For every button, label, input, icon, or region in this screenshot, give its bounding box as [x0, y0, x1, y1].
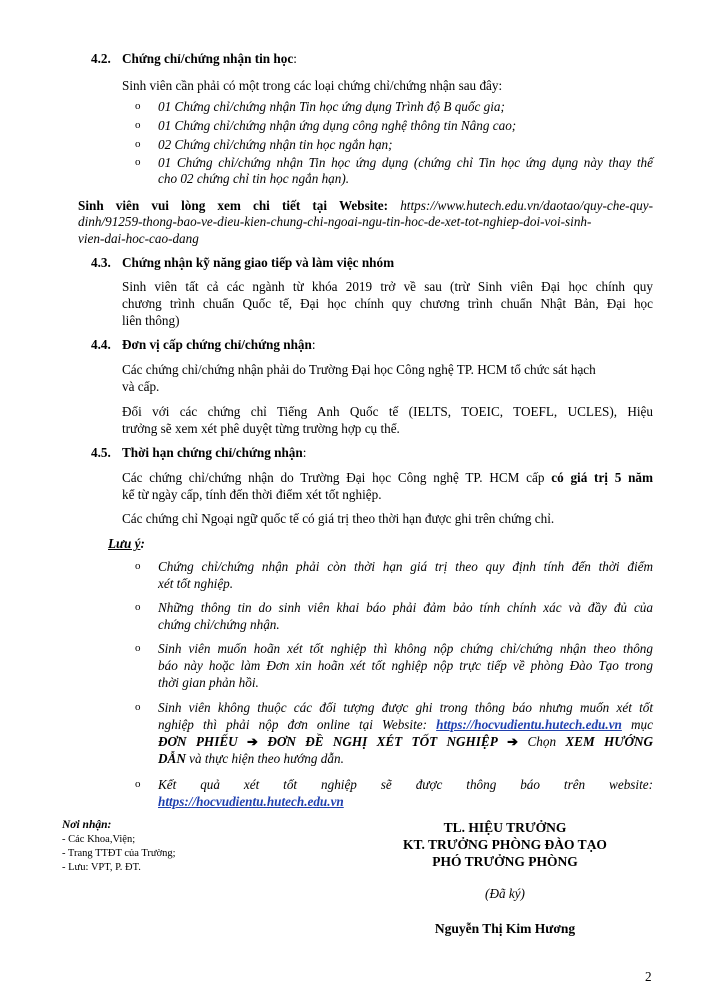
bullet-icon: o	[135, 701, 141, 713]
section-4-3-title: Chứng nhận kỹ năng giao tiếp và làm việc nhóm	[122, 255, 395, 270]
note-item: xét tốt nghiệp.	[158, 576, 234, 591]
bullet-icon: o	[135, 601, 141, 613]
note-item	[158, 793, 344, 811]
text: Các chứng chỉ/chứng nhận do Trường Đại học Công nghệ TP. HCM cấp	[122, 470, 552, 485]
paragraph: trưởng sẽ xem xét phê duyệt từng trường hợp cụ thể.	[122, 421, 400, 436]
website-line-2: dinh/91259-thong-bao-ve-dieu-kien-chung-chi-ngoai-ngu-tin-hoc-de-xet-tot-nghiep-doi-voi-sinh-	[78, 214, 592, 229]
paragraph: kể từ ngày cấp, tính đến thời điểm xét tốt nghiệp.	[122, 487, 382, 502]
note-item: Sinh viên muốn hoãn xét tốt nghiệp thì không nộp chứng chỉ/chứng nhận theo thông	[158, 641, 653, 656]
note-item	[158, 716, 653, 734]
note-item: Chứng chỉ/chứng nhận phải còn thời hạn giá trị theo quy định tính đến thời điểm	[158, 559, 653, 574]
colon: :	[302, 445, 307, 460]
recipient-line: - Lưu: VPT, P. ĐT.	[62, 862, 141, 873]
website-url: https://www.hutech.edu.vn/daotao/quy-che-quy-	[400, 198, 654, 213]
section-4-2-title: Chứng chỉ/chứng nhận tin học	[122, 51, 294, 66]
list-item: 01 Chứng chỉ/chứng nhận Tin học ứng dụng Trình độ B quốc gia;	[158, 99, 505, 114]
section-4-4-heading	[122, 336, 316, 354]
section-4-2-intro: Sinh viên cần phải có một trong các loại chứng chỉ/chứng nhận sau đây:	[122, 78, 503, 93]
list-item-continued: cho 02 chứng chỉ tin học ngắn hạn).	[158, 171, 350, 186]
arrow-right-icon: ➔	[246, 734, 259, 749]
note-item: báo này hoặc làm Đơn xin hoãn xét tốt nghiệp nộp trực tiếp về phòng Đào Tạo trong	[158, 658, 653, 673]
signed-note: (Đã ký)	[485, 886, 525, 901]
paragraph: liên thông)	[122, 313, 180, 328]
section-4-5-title: Thời hạn chứng chỉ/chứng nhận	[122, 445, 303, 460]
paragraph: Sinh viên tất cả các ngành từ khóa 2019 trở về sau (trừ Sinh viên Đại học chính quy	[122, 279, 653, 294]
list-item: 01 Chứng chỉ/chứng nhận ứng dụng công nghệ thông tin Nâng cao;	[158, 118, 517, 133]
section-4-4-title: Đơn vị cấp chứng chỉ/chứng nhận	[122, 337, 312, 352]
website-label: Sinh viên vui lòng xem chi tiết tại Website:	[78, 198, 389, 213]
hocvu-link[interactable]: https://hocvudientu.hutech.edu.vn	[436, 717, 622, 732]
validity-highlight: có giá trị 5 năm	[551, 470, 653, 485]
note-item: Những thông tin do sinh viên khai báo phải đảm bảo tính chính xác và đầy đủ của	[158, 600, 653, 615]
text: và thực hiện theo hướng dẫn.	[185, 751, 344, 766]
section-4-2-heading	[122, 50, 297, 68]
bullet-icon: o	[135, 156, 141, 168]
paragraph: chương trình chuẩn Quốc tế, Đại học chính quy chương trình chuẩn Nhật Bản, Đại học	[122, 296, 653, 311]
section-4-3-number: 4.3.	[91, 255, 111, 270]
arrow-right-icon: ➔	[507, 734, 519, 749]
section-4-5-number: 4.5.	[91, 445, 111, 460]
section-4-4-number: 4.4.	[91, 337, 111, 352]
paragraph: Các chứng chỉ/chứng nhận phải do Trường Đại học Công nghệ TP. HCM tổ chức sát hạch	[122, 362, 596, 377]
bullet-icon: o	[135, 642, 141, 654]
section-4-2-number: 4.2.	[91, 51, 111, 66]
bullet-icon: o	[135, 138, 141, 150]
note-item: Sinh viên không thuộc các đối tượng được ghi trong thông báo nhưng muốn xét tốt	[158, 700, 653, 715]
notes-heading	[108, 535, 145, 553]
website-line-3: vien-dai-hoc-cao-dang	[78, 231, 199, 246]
colon: :	[311, 337, 316, 352]
recipient-line: - Các Khoa,Viện;	[62, 834, 136, 845]
bullet-icon: o	[135, 119, 141, 131]
paragraph: Đối với các chứng chỉ Tiếng Anh Quốc tế (IELTS, TOEIC, TOEFL, UCLES), Hiệu	[122, 404, 653, 419]
note-item: chứng chỉ/chứng nhận.	[158, 617, 280, 632]
text: mục	[621, 717, 653, 732]
colon: :	[140, 536, 145, 551]
menu-path: XEM HƯỚNG	[565, 734, 654, 749]
note-item	[158, 750, 344, 768]
signer-name: Nguyễn Thị Kim Hương	[434, 921, 576, 936]
bullet-icon: o	[135, 560, 141, 572]
paragraph: và cấp.	[122, 379, 160, 394]
colon: :	[293, 51, 297, 66]
hocvu-link[interactable]: https://hocvudientu.hutech.edu.vn	[158, 794, 344, 809]
recipient-line: - Trang TTĐT của Trường;	[62, 848, 176, 859]
note-item: Kết quả xét tốt nghiệp sẽ được thông báo trên website:	[158, 777, 653, 792]
paragraph: Các chứng chỉ Ngoại ngữ quốc tế có giá trị theo thời hạn được ghi trên chứng chỉ.	[122, 511, 555, 526]
recipients-title: Nơi nhận:	[62, 819, 112, 831]
text: Chọn	[527, 734, 557, 749]
signature-title-3: PHÓ TRƯỞNG PHÒNG	[432, 854, 578, 869]
paragraph	[122, 469, 653, 487]
text: nghiệp thì phải nộp đơn online tại Website:	[158, 717, 437, 732]
note-item	[158, 733, 653, 751]
menu-path: ĐƠN PHIẾU	[158, 734, 238, 749]
list-item: 01 Chứng chỉ/chứng nhận Tin học ứng dụng (chứng chỉ Tin học ứng dụng này thay thế	[158, 155, 653, 170]
bullet-icon: o	[135, 100, 141, 112]
menu-path: ĐƠN ĐỀ NGHỊ XÉT TỐT NGHIỆP	[267, 734, 498, 749]
bullet-icon: o	[135, 778, 141, 790]
notes-title: Lưu ý	[108, 536, 141, 551]
page-number: 2	[645, 969, 652, 984]
menu-path: DẪN	[158, 751, 186, 766]
signature-title-2: KT. TRƯỞNG PHÒNG ĐÀO TẠO	[403, 837, 607, 852]
note-item: thời gian phản hồi.	[158, 675, 259, 690]
list-item: 02 Chứng chỉ/chứng nhận tin học ngắn hạn;	[158, 137, 393, 152]
section-4-5-heading	[122, 444, 306, 462]
signature-title-1: TL. HIỆU TRƯỞNG	[443, 820, 567, 835]
